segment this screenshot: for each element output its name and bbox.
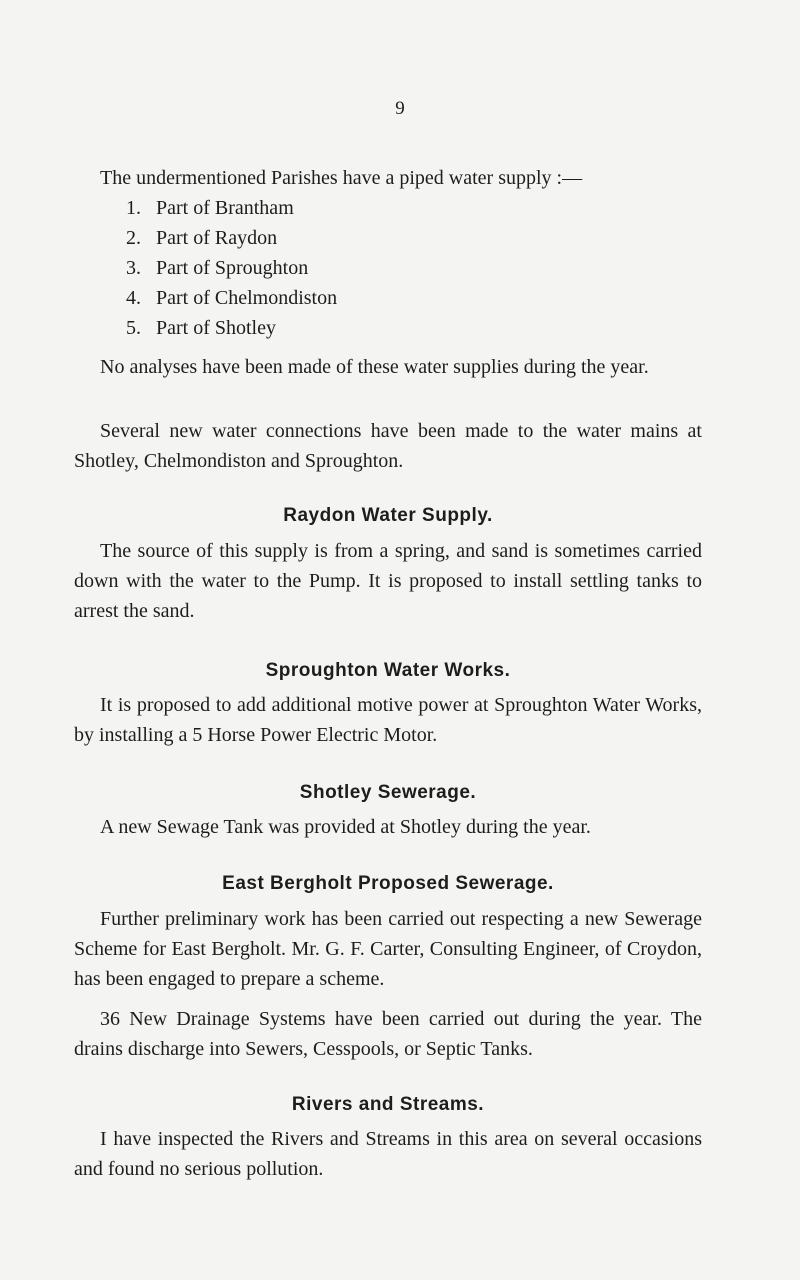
list-item-text: Part of Shotley xyxy=(156,317,276,339)
sproughton-paragraph: It is proposed to add additional motive power at Sproughton Water Works, by installing a 5 Horse Power Electric Motor. xyxy=(74,694,702,746)
rivers-paragraph: I have inspected the Rivers and Streams in this area on several occasions and found no serious pollution. xyxy=(74,1128,702,1180)
raydon-heading: Raydon Water Supply. xyxy=(283,505,493,526)
east-bergholt-paragraph: Further preliminary work has been carried out respecting a new Sewerage Scheme for East Bergholt. Mr. G. F. Carter, Consulting Engineer, of Croydon, has been engaged to prepare a scheme. xyxy=(74,908,702,990)
raydon-paragraph: The source of this supply is from a spring, and sand is sometimes carried down with the water to the Pump. It is proposed to install settling tanks to arrest the sand. xyxy=(74,540,702,622)
east-bergholt-heading: East Bergholt Proposed Sewerage. xyxy=(222,873,554,894)
list-item xyxy=(126,194,294,222)
connections-paragraph: Several new water connections have been made to the water mains at Shotley, Chelmondiston and Sproughton. xyxy=(74,420,702,472)
list-item xyxy=(126,284,337,312)
list-item-text: Part of Sproughton xyxy=(156,257,309,279)
list-item-text: Part of Brantham xyxy=(156,197,294,219)
sproughton-heading: Sproughton Water Works. xyxy=(265,660,511,681)
page-number: 9 xyxy=(395,98,405,119)
intro-paragraph: The undermentioned Parishes have a piped water supply :— xyxy=(100,167,583,189)
list-item xyxy=(126,224,277,252)
list-item xyxy=(126,254,308,282)
drainage-paragraph: 36 New Drainage Systems have been carried out during the year. The drains discharge into Sewers, Cesspools, or Septic Tanks. xyxy=(74,1008,702,1060)
rivers-heading: Rivers and Streams. xyxy=(291,1094,485,1115)
list-item-number: 4. xyxy=(126,287,141,309)
list-item-number: 3. xyxy=(126,257,141,279)
list-item xyxy=(126,314,276,342)
shotley-heading: Shotley Sewerage. xyxy=(299,782,477,803)
analyses-paragraph: No analyses have been made of these water supplies during the year. xyxy=(100,356,649,378)
list-item-number: 2. xyxy=(126,227,141,249)
shotley-paragraph: A new Sewage Tank was provided at Shotley during the year. xyxy=(100,816,591,838)
list-item-number: 5. xyxy=(126,317,141,339)
list-item-text: Part of Raydon xyxy=(156,227,278,249)
list-item-text: Part of Chelmondiston xyxy=(156,287,338,309)
list-item-number: 1. xyxy=(126,197,141,219)
